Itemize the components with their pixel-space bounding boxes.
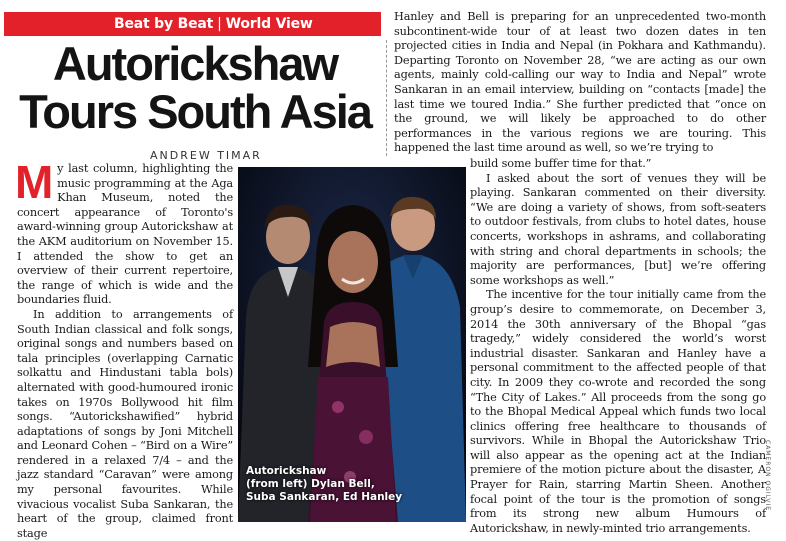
paragraph-3: Hanley and Bell is preparing for an unprecedented two-month subcontinent-wide tour of at least two dozen dates in ten projected cities in India and Nepal (in Pokhara and Kathmandu). Departing Toronto on November 28, “we are acting as our own agents, mainly cold-calling our way to India and Nepal” wrote Sankaran in an email interview, building on “contacts [made] the last time we toured India.” She further predicted that “once on the ground, we will likely be approached to do other performances in the various regions we are touring. This happened the last time around as well, so we’re trying to bbox=[394, 10, 766, 155]
drop-cap: M bbox=[15, 156, 54, 208]
banner-separator: | bbox=[217, 16, 222, 32]
article-column-2-bottom bbox=[470, 157, 766, 535]
headline-line-2: Tours South Asia bbox=[19, 85, 371, 138]
banner-section: Beat by Beat bbox=[114, 16, 214, 32]
photo-credit: CAMERON OGILVIE bbox=[764, 440, 771, 512]
article-column-2-top bbox=[394, 10, 766, 170]
paragraph-2: In addition to arrangements of South Indian classical and folk songs, original songs and numbers based on tala principles (overlapping Carnatic solkattu and Hindustani tabla bols) alternated with good-humoured ironic takes on 1970s Bollywood hit film songs. “Autorickshawified” hybrid adaptations of songs by Joni Mitchell and Leonard Cohen – “Bird on a Wire” rendered in a relaxed 7/4 – and the jazz standard “Caravan” were among my personal favourites. While vivacious vocalist Suba Sankaran, the heart of the group, claimed front stage bbox=[17, 307, 233, 540]
caption-line-3: Suba Sankaran, Ed Hanley bbox=[246, 491, 403, 503]
section-banner bbox=[4, 12, 381, 36]
paragraph-3-end: build some buffer time for that.” bbox=[470, 157, 652, 170]
paragraph-4: I asked about the sort of venues they will be playing. Sankaran commented on their diversity. “We are doing a variety of shows, from soft-seaters to outdoor festivals, from clubs to hotel dates, house concerts, workshops in ashrams, and collaborating with string and choral departments in schools; the majority are performances, [but] we’re offering some workshops as well.” bbox=[470, 171, 766, 287]
headline-line-1: Autorickshaw bbox=[52, 37, 338, 90]
column-divider bbox=[386, 40, 388, 156]
caption-line-1: Autorickshaw bbox=[246, 465, 327, 477]
banner-text bbox=[114, 12, 313, 36]
paragraph-1 bbox=[15, 156, 233, 308]
paragraph-5: The incentive for the tour initially came from the group’s desire to commemorate, on December 3, 2014 the 30th anniversary of the Bhopal “gas tragedy,” widely considered the world’s worst industrial disaster. Sankaran and Hanley have a personal commitment to the affected people of that city. In 2009 they co-wrote and recorded the song “The City of Lakes.” All proceeds from the song go to the Bhopal Medical Appeal which funds two local clinics offering free healthcare to thousands of survivors. While in Bhopal the Autorickshaw Trio will also appear as the opening act at the Indian premiere of the motion picture about the disaster, A Prayer for Rain, starring Martin Sheen. Another focal point of the tour is the promotion of songs from its strong new album Humours of Autorickshaw, in newly-minted trio arrangements. bbox=[470, 288, 766, 535]
paragraph-1-text: y last column, highlighting the music programming at the Aga Khan Museum, noted the concert appearance of Toronto's award-winning group Autorickshaw at the AKM auditorium on November 15. I attended the show to get an overview of their current repertoire, the range of which is wide and the boundaries fluid. bbox=[17, 162, 233, 307]
banner-column: World View bbox=[225, 16, 313, 32]
caption-line-2: (from left) Dylan Bell, bbox=[246, 478, 375, 490]
headline bbox=[10, 37, 380, 138]
article-column-1 bbox=[15, 156, 233, 540]
band-photo bbox=[238, 167, 466, 522]
photo-caption bbox=[246, 465, 402, 504]
byline: ANDREW TIMAR bbox=[150, 149, 262, 162]
